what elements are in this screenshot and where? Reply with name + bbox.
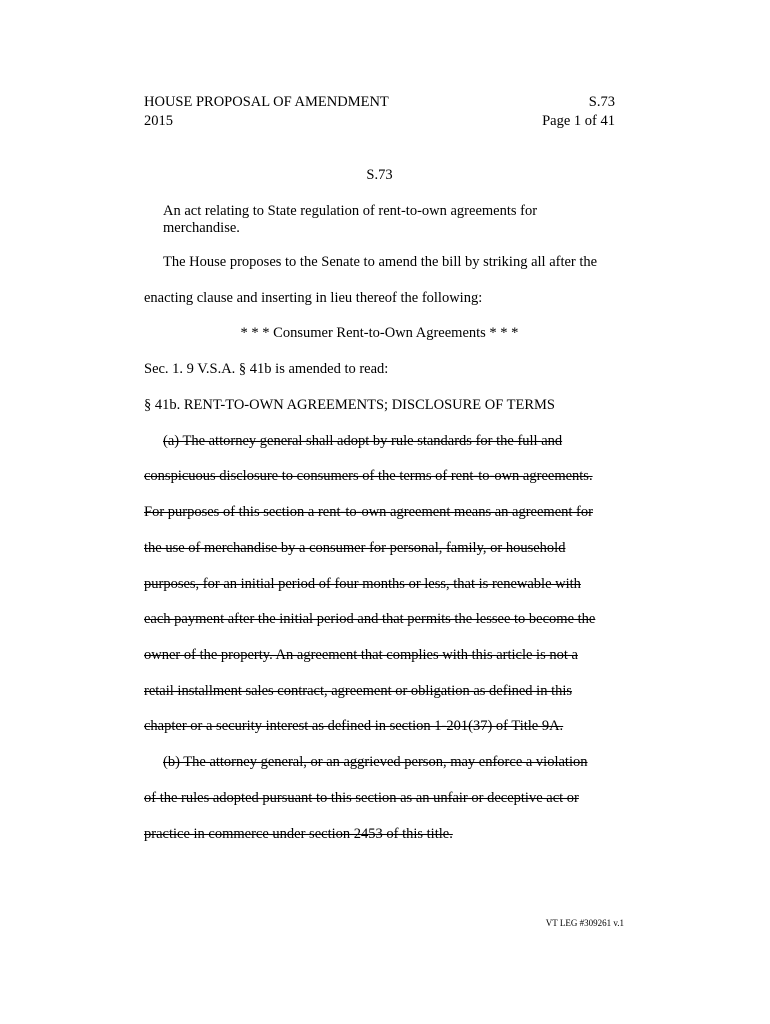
- header-year: 2015: [144, 113, 173, 129]
- act-title-line: merchandise.: [163, 220, 240, 236]
- struck-text-line: (b) The attorney general, or an aggrieved person, may enforce a violation: [163, 754, 588, 770]
- struck-text-line: of the rules adopted pursuant to this section as an unfair or deceptive act or: [144, 790, 579, 806]
- footer-doc-id: VT LEG #309261 v.1: [545, 918, 624, 928]
- struck-text-line: (a) The attorney general shall adopt by rule standards for the full and: [163, 433, 563, 449]
- struck-text-line: each payment after the initial period and that permits the lessee to become the: [144, 611, 596, 627]
- struck-text-line: retail installment sales contract, agreement or obligation as defined in this: [144, 683, 573, 699]
- struck-text-line: chapter or a security interest as defined in section 1-201(37) of Title 9A.: [144, 718, 564, 734]
- header-bill-id: S.73: [588, 94, 615, 110]
- struck-text-line: conspicuous disclosure to consumers of the terms of rent-to-own agreements.: [144, 468, 593, 484]
- proposal-text: enacting clause and inserting in lieu thereof the following:: [144, 290, 483, 306]
- header-title: HOUSE PROPOSAL OF AMENDMENT: [144, 94, 389, 110]
- struck-text-line: practice in commerce under section 2453 of this title.: [144, 826, 453, 842]
- struck-text-line: For purposes of this section a rent-to-own agreement means an agreement for: [144, 504, 593, 520]
- page-number: Page 1 of 41: [542, 113, 615, 129]
- section-banner: * * * Consumer Rent-to-Own Agreements * * *: [240, 325, 519, 341]
- struck-text-line: the use of merchandise by a consumer for personal, family, or household: [144, 540, 566, 556]
- statute-heading: § 41b. RENT-TO-OWN AGREEMENTS; DISCLOSURE OF TERMS: [144, 397, 555, 413]
- section-intro: Sec. 1. 9 V.S.A. § 41b is amended to read:: [144, 361, 389, 377]
- proposal-text: The House proposes to the Senate to amend the bill by striking all after the: [163, 254, 598, 270]
- act-title-line: An act relating to State regulation of rent-to-own agreements for: [163, 203, 538, 219]
- struck-text-line: purposes, for an initial period of four months or less, that is renewable with: [144, 576, 581, 592]
- bill-heading: S.73: [366, 167, 393, 183]
- struck-text-line: owner of the property. An agreement that complies with this article is not a: [144, 647, 578, 663]
